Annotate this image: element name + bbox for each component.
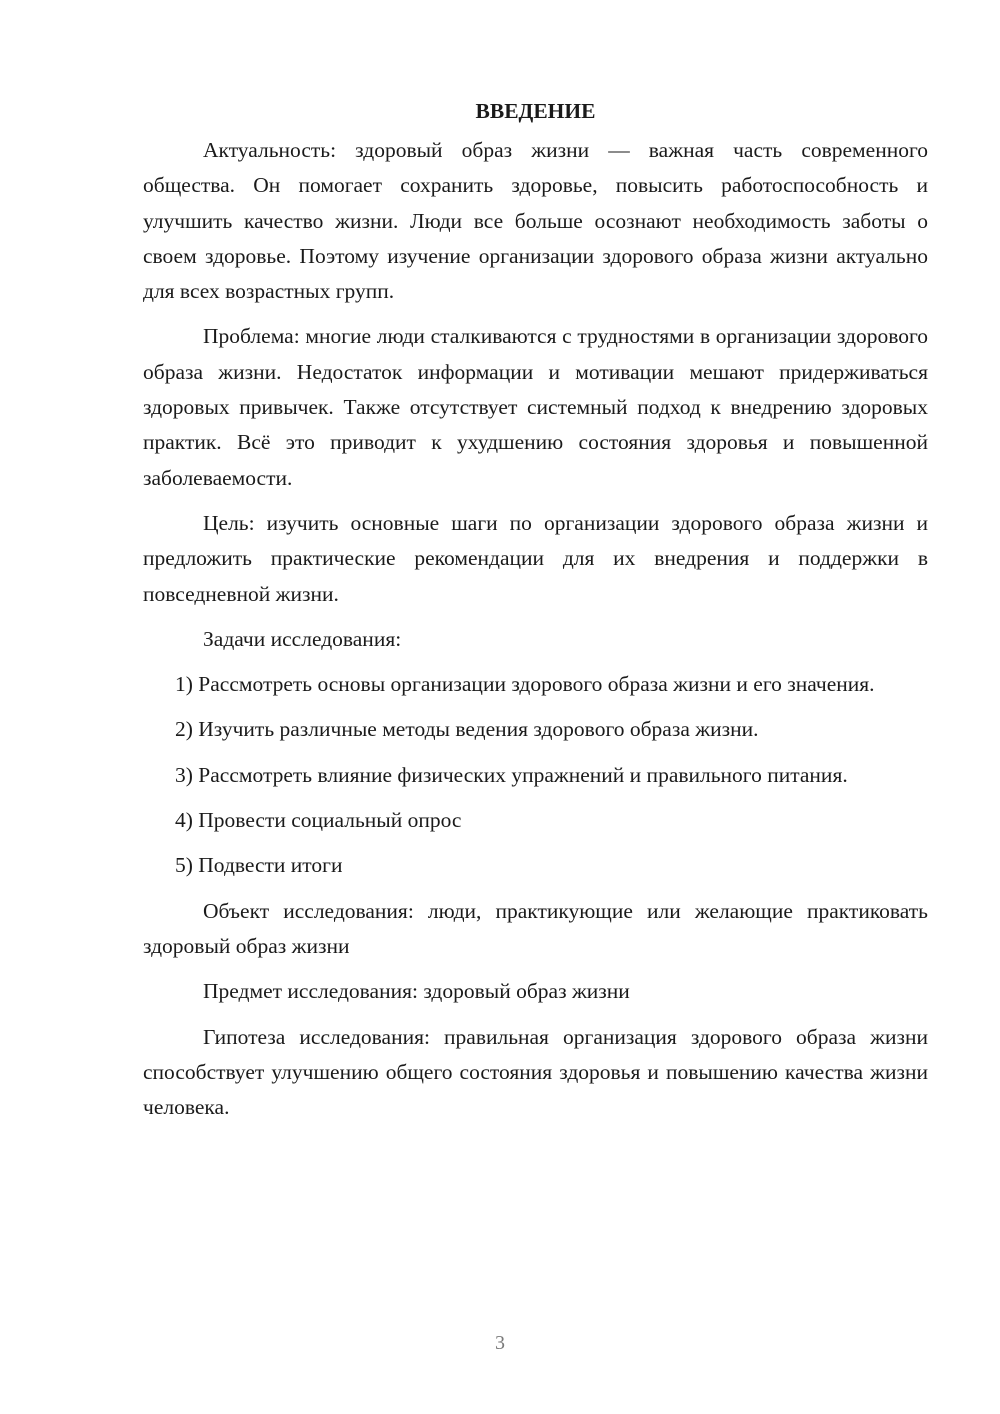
task-item-3: 3) Рассмотреть влияние физических упражнений и правильного питания.: [175, 762, 848, 787]
paragraph-goal: Цель: изучить основные шаги по организации здорового образа жизни и предложить практические рекомендации для их внедрения и поддержки в повседневной жизни.: [143, 510, 928, 606]
paragraph-problem: Проблема: многие люди сталкиваются с трудностями в организации здорового образа жизни. Недостаток информации и мотивации мешают придерживаться здоровых привычек. Также отсутствует системный подход к внедрению здоровых практик. Всё это приводит к ухудшению состояния здоровья и повышенной заболеваемости.: [143, 324, 928, 490]
paragraph-subject: Предмет исследования: здоровый образ жизни: [203, 979, 630, 1004]
paragraph-relevance: Актуальность: здоровый образ жизни — важная часть современного общества. Он помогает сохранить здоровье, повысить работоспособность и улучшить качество жизни. Люди все больше осознают необходимость заботы о своем здоровье. Поэтому изучение организации здорового образа жизни актуально для всех возрастных групп.: [143, 138, 928, 304]
paragraph-object: Объект исследования: люди, практикующие или желающие практиковать здоровый образ жизни: [143, 898, 928, 958]
task-item-4: 4) Провести социальный опрос: [175, 808, 462, 833]
task-item-5: 5) Подвести итоги: [175, 853, 343, 878]
task-item-1: 1) Рассмотреть основы организации здорового образа жизни и его значения.: [175, 672, 875, 697]
document-page: [143, 94, 928, 1135]
task-item-2: 2) Изучить различные методы ведения здорового образа жизни.: [175, 717, 759, 742]
paragraph-tasks-heading: Задачи исследования:: [203, 626, 402, 651]
paragraph-hypothesis: Гипотеза исследования: правильная организация здорового образа жизни способствует улучшению общего состояния здоровья и повышению качества жизни человека.: [143, 1024, 928, 1120]
section-title: ВВЕДЕНИЕ: [475, 99, 596, 123]
page-number: 3: [495, 1332, 505, 1354]
